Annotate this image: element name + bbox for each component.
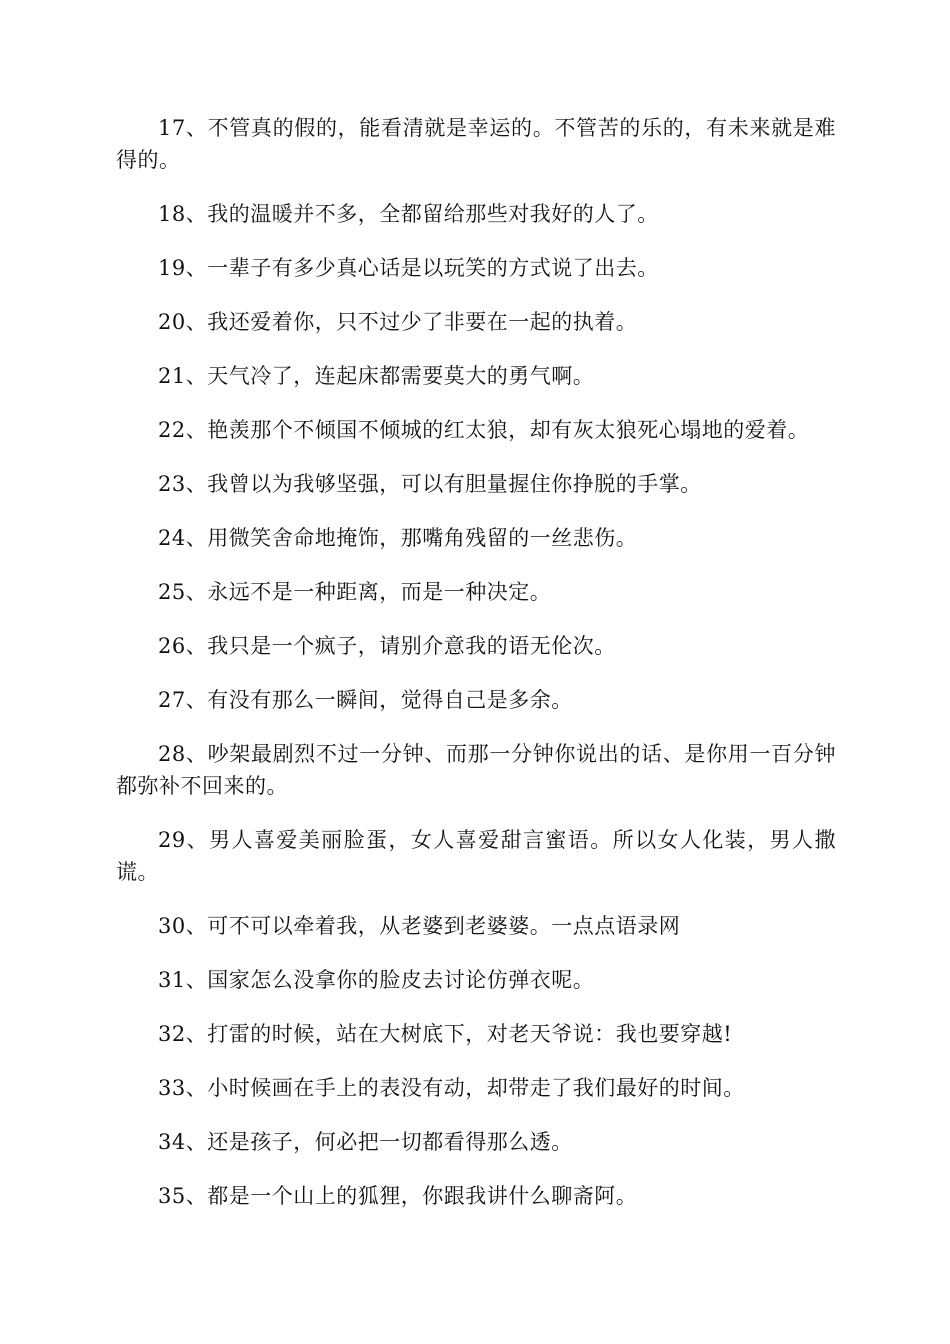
paragraph-27: 27、有没有那么一瞬间，觉得自己是多余。 — [158, 688, 573, 712]
paragraph-25: 25、永远不是一种距离，而是一种决定。 — [158, 580, 552, 604]
paragraph-32: 32、打雷的时候，站在大树底下，对老天爷说：我也要穿越! — [158, 1022, 733, 1046]
paragraph-35: 35、都是一个山上的狐狸，你跟我讲什么聊斋阿。 — [158, 1184, 638, 1208]
paragraph-24: 24、用微笑舍命地掩饰，那嘴角残留的一丝悲伤。 — [158, 526, 638, 550]
paragraph-21: 21、天气冷了，连起床都需要莫大的勇气啊。 — [158, 364, 595, 388]
paragraph-28: 28、吵架最剧烈不过一分钟、而那一分钟你说出的话、是你用一百分钟都弥补不回来的。 — [116, 742, 836, 798]
paragraph-20: 20、我还爱着你，只不过少了非要在一起的执着。 — [158, 310, 638, 334]
paragraph-30: 30、可不可以牵着我，从老婆到老婆婆。一点点语录网 — [158, 914, 681, 938]
paragraph-33: 33、小时候画在手上的表没有动，却带走了我们最好的时间。 — [158, 1076, 745, 1100]
paragraph-23: 23、我曾以为我够坚强，可以有胆量握住你挣脱的手掌。 — [158, 472, 702, 496]
paragraph-29: 29、男人喜爱美丽脸蛋，女人喜爱甜言蜜语。所以女人化装，男人撒谎。 — [116, 828, 836, 884]
paragraph-34: 34、还是孩子，何必把一切都看得那么透。 — [158, 1130, 573, 1154]
paragraph-26: 26、我只是一个疯子，请别介意我的语无伦次。 — [158, 634, 616, 658]
paragraph-18: 18、我的温暖并不多，全都留给那些对我好的人了。 — [158, 202, 659, 226]
document-body — [116, 112, 836, 1234]
paragraph-19: 19、一辈子有多少真心话是以玩笑的方式说了出去。 — [158, 256, 659, 280]
paragraph-17: 17、不管真的假的，能看清就是幸运的。不管苦的乐的，有未来就是难得的。 — [116, 116, 836, 172]
paragraph-31: 31、国家怎么没拿你的脸皮去讨论仿弹衣呢。 — [158, 968, 595, 992]
paragraph-22: 22、艳羡那个不倾国不倾城的红太狼，却有灰太狼死心塌地的爱着。 — [158, 418, 810, 442]
